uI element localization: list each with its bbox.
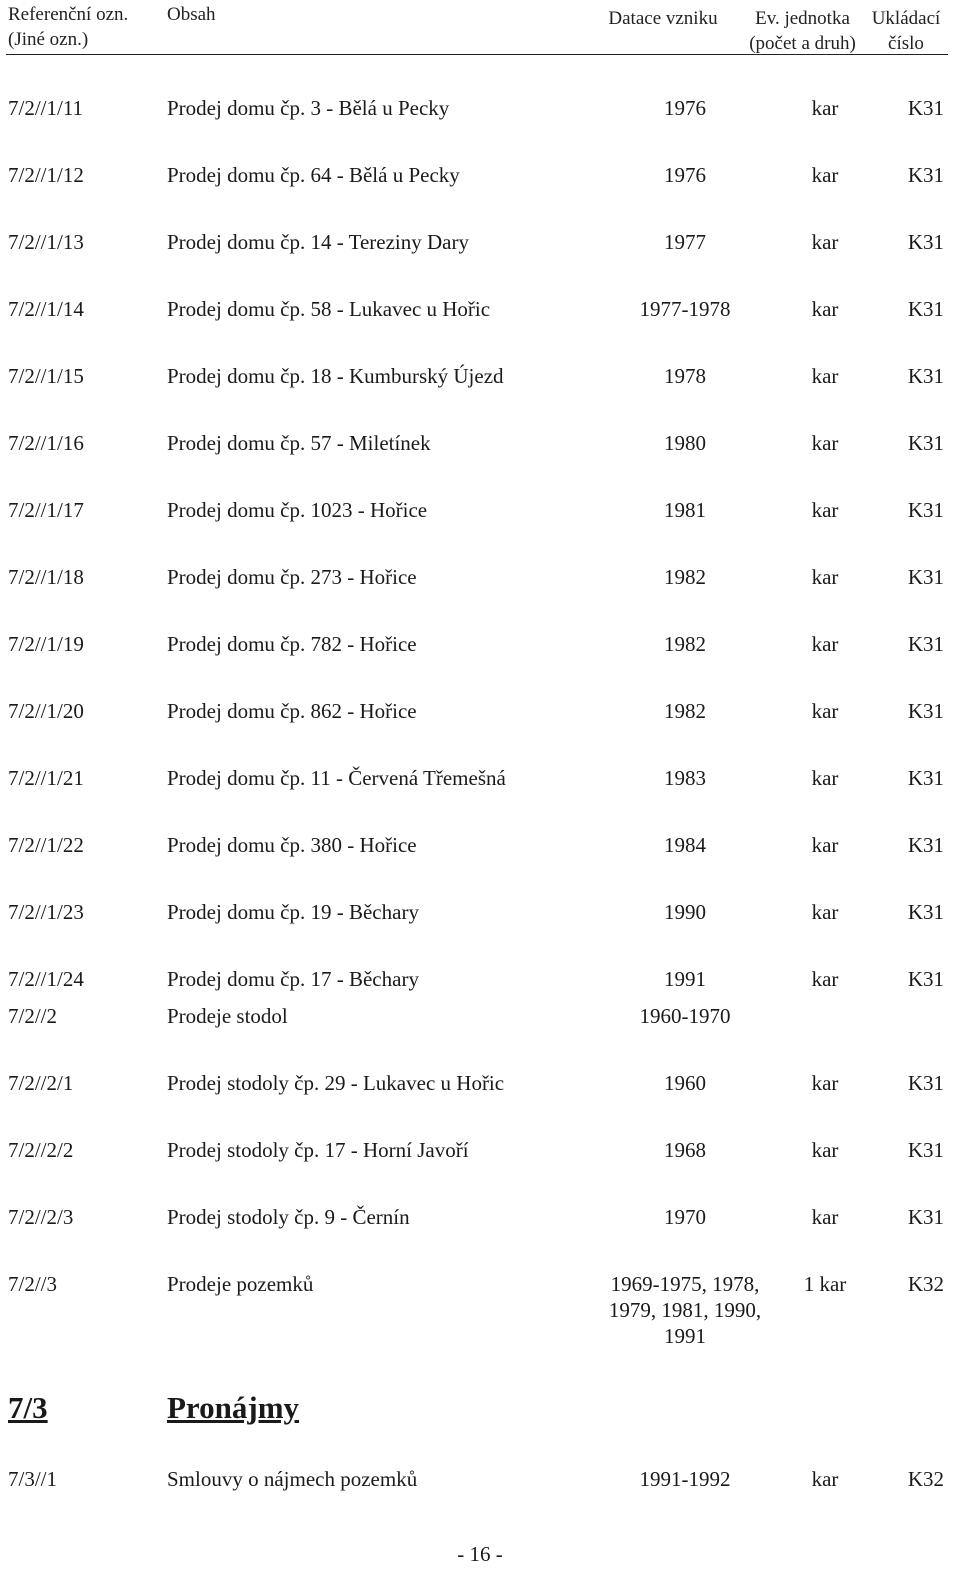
row-ref: 7/2//1/23 [8, 900, 84, 924]
row-datace: 1977 [664, 230, 706, 254]
row-ref: 7/2//1/15 [8, 364, 84, 388]
row-jednotka: kar [811, 1071, 839, 1095]
row-ref: 7/2//1/13 [8, 230, 84, 254]
row-ukladaci: K31 [907, 900, 944, 924]
row-ref: 7/2//2 [8, 1004, 58, 1028]
row-jednotka: kar [811, 900, 839, 924]
row-ref: 7/2//2/2 [8, 1138, 74, 1162]
row-ref: 7/2//2/1 [8, 1071, 74, 1095]
header-ref-label: Referenční ozn. (Jiné ozn.) [8, 4, 129, 50]
row-obsah: Prodej domu čp. 862 - Hořice [167, 699, 417, 723]
row-obsah: Prodej domu čp. 782 - Hořice [167, 632, 417, 656]
row-obsah: Prodej domu čp. 1023 - Hořice [167, 498, 428, 522]
row-obsah: Prodej domu čp. 17 - Běchary [167, 967, 419, 991]
row-ref: 7/2//1/20 [8, 699, 84, 723]
row-obsah: Prodej domu čp. 11 - Červená Třemešná [167, 766, 506, 790]
row-ukladaci: K31 [907, 96, 944, 120]
row-datace: 1980 [664, 431, 706, 455]
row-datace: 1976 [664, 96, 706, 120]
row-ukladaci: K31 [907, 967, 944, 991]
row-jednotka: kar [811, 967, 839, 991]
section-ref: 7/3 [8, 1390, 48, 1425]
row-obsah: Prodej domu čp. 64 - Bělá u Pecky [167, 163, 460, 187]
row-jednotka: kar [811, 699, 839, 723]
row-obsah: Prodej domu čp. 3 - Bělá u Pecky [167, 96, 450, 120]
row-jednotka: kar [811, 1467, 839, 1491]
row-ukladaci: K31 [907, 632, 944, 656]
row-jednotka: kar [811, 833, 839, 857]
row-ref: 7/2//1/12 [8, 163, 84, 187]
row-ukladaci: K31 [907, 833, 944, 857]
row-ukladaci: K32 [907, 1272, 944, 1296]
row-ukladaci: K31 [907, 364, 944, 388]
row-ukladaci: K31 [907, 297, 944, 321]
row-jednotka: kar [811, 632, 839, 656]
row-datace: 1982 [664, 699, 706, 723]
header-divider [6, 54, 948, 55]
row-ukladaci: K31 [907, 1071, 944, 1095]
section-title: Pronájmy [167, 1390, 300, 1425]
row-obsah: Prodej domu čp. 18 - Kumburský Újezd [167, 364, 504, 388]
row-ref: 7/2//3 [8, 1272, 58, 1296]
row-obsah: Prodej domu čp. 14 - Tereziny Dary [167, 230, 469, 254]
header-datace-label: Datace vzniku [608, 8, 718, 29]
row-datace: 1982 [664, 565, 706, 589]
row-datace: 1982 [664, 632, 706, 656]
row-ref: 7/2//1/24 [8, 967, 84, 991]
row-obsah: Prodeje pozemků [167, 1272, 314, 1296]
row-datace: 1976 [664, 163, 706, 187]
row-datace: 1991-1992 [639, 1467, 731, 1491]
row-ukladaci: K31 [907, 230, 944, 254]
row-ref: 7/2//1/17 [8, 498, 84, 522]
row-obsah: Prodeje stodol [167, 1004, 288, 1028]
row-ukladaci: K32 [907, 1467, 944, 1491]
row-jednotka: kar [811, 364, 839, 388]
row-jednotka: kar [811, 96, 839, 120]
header-jednotka-label: Ev. jednotka (počet a druh) [749, 8, 856, 54]
row-jednotka: kar [811, 766, 839, 790]
row-obsah: Prodej domu čp. 19 - Běchary [167, 900, 419, 924]
row-datace: 1969-1975, 1978, 1979, 1981, 1990, 1991 [608, 1272, 762, 1348]
row-ref: 7/2//1/19 [8, 632, 84, 656]
row-jednotka: kar [811, 498, 839, 522]
row-jednotka: kar [811, 230, 839, 254]
row-ref: 7/2//1/18 [8, 565, 84, 589]
row-obsah: Prodej stodoly čp. 29 - Lukavec u Hořic [167, 1071, 505, 1095]
row-ref: 7/2//1/22 [8, 833, 84, 857]
row-obsah: Prodej domu čp. 57 - Miletínek [167, 431, 431, 455]
row-datace: 1981 [664, 498, 706, 522]
row-jednotka: kar [811, 431, 839, 455]
row-datace: 1970 [664, 1205, 706, 1229]
row-datace: 1990 [664, 900, 706, 924]
row-jednotka: 1 kar [803, 1272, 847, 1296]
row-datace: 1968 [664, 1138, 706, 1162]
row-datace: 1983 [664, 766, 706, 790]
row-ukladaci: K31 [907, 699, 944, 723]
row-datace: 1991 [664, 967, 706, 991]
row-ref: 7/2//1/21 [8, 766, 84, 790]
page-number: - 16 - [457, 1542, 503, 1566]
row-ref: 7/2//1/14 [8, 297, 84, 321]
row-ukladaci: K31 [907, 1205, 944, 1229]
row-datace: 1977-1978 [639, 297, 731, 321]
header-obsah-label: Obsah [167, 4, 216, 25]
row-ref: 7/2//1/11 [8, 96, 84, 120]
row-obsah: Prodej domu čp. 380 - Hořice [167, 833, 417, 857]
row-datace: 1978 [664, 364, 706, 388]
row-datace: 1984 [664, 833, 706, 857]
row-obsah: Prodej domu čp. 273 - Hořice [167, 565, 417, 589]
row-datace: 1960 [664, 1071, 706, 1095]
row-ref: 7/2//1/16 [8, 431, 84, 455]
row-obsah: Prodej stodoly čp. 17 - Horní Javoří [167, 1138, 469, 1162]
row-ref: 7/3//1 [8, 1467, 58, 1491]
row-datace: 1960-1970 [639, 1004, 731, 1028]
row-jednotka: kar [811, 163, 839, 187]
row-ukladaci: K31 [907, 163, 944, 187]
row-ukladaci: K31 [907, 766, 944, 790]
row-jednotka: kar [811, 565, 839, 589]
row-jednotka: kar [811, 1205, 839, 1229]
header-ukladaci-label: Ukládací číslo [871, 8, 941, 54]
row-ukladaci: K31 [907, 565, 944, 589]
row-ukladaci: K31 [907, 498, 944, 522]
row-obsah: Smlouvy o nájmech pozemků [167, 1467, 418, 1491]
row-jednotka: kar [811, 297, 839, 321]
row-obsah: Prodej stodoly čp. 9 - Černín [167, 1205, 410, 1229]
row-ukladaci: K31 [907, 1138, 944, 1162]
row-obsah: Prodej domu čp. 58 - Lukavec u Hořic [167, 297, 491, 321]
row-ref: 7/2//2/3 [8, 1205, 74, 1229]
row-ukladaci: K31 [907, 431, 944, 455]
row-jednotka: kar [811, 1138, 839, 1162]
